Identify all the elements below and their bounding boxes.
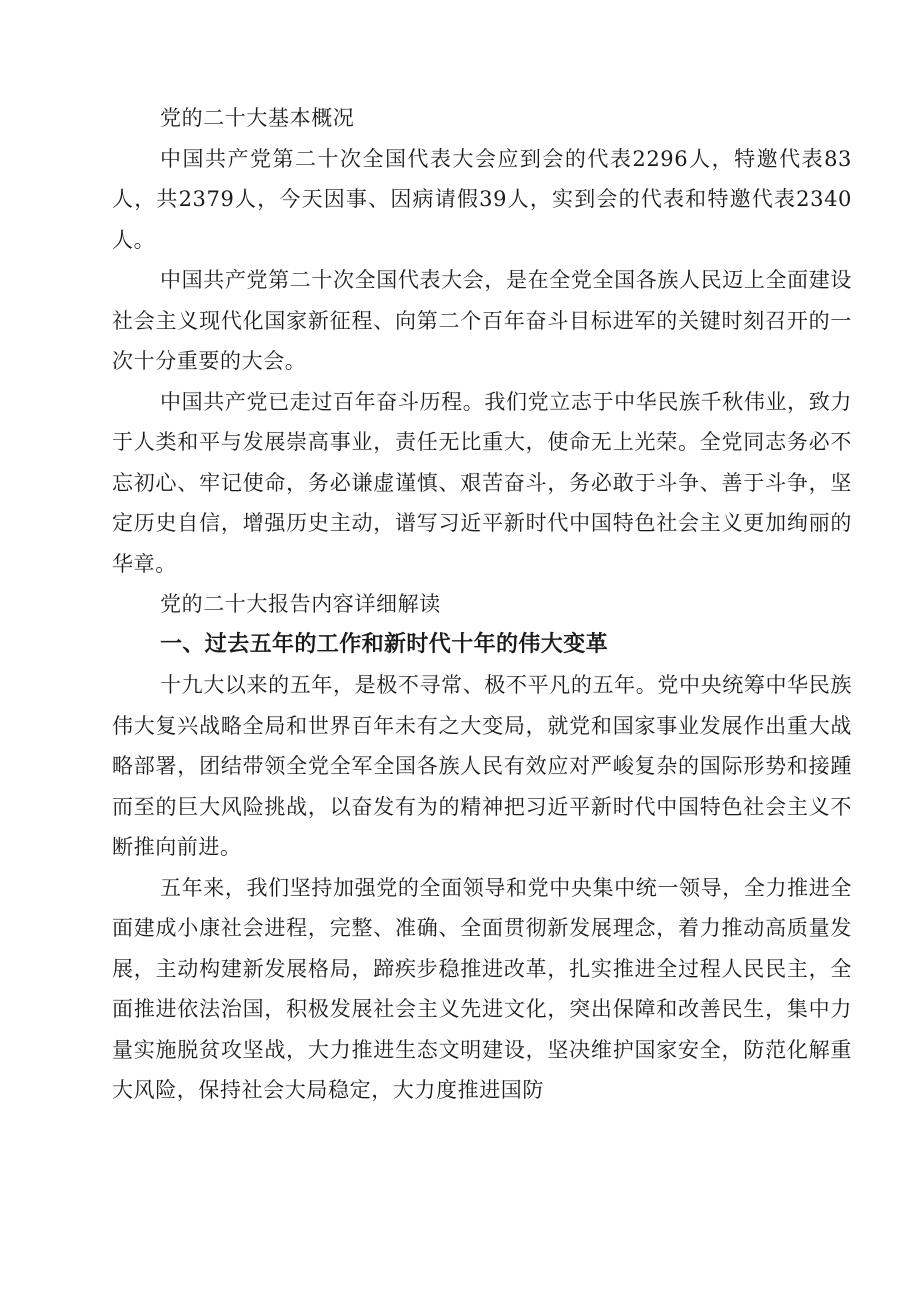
section-heading: 一、过去五年的工作和新时代十年的伟大变革 <box>160 631 609 657</box>
paragraph-achievements: 五年来，我们坚持加强党的全面领导和党中央集中统一领导，全力推进全面建成小康社会进程，完整、准确、全面贯彻新发展理念，着力推动高质量发展，主动构建新发展格局，蹄疾步稳推进改革，扎实推进全过程人民民主，全面推进依法治国，积极发展社会主义先进文化，突出保障和改善民生，集中力量实施脱贫攻坚战，大力推进生态文明建设，坚决维护国家安全，防范化解重大风险，保持社会大局稳定，大力度推进国防 <box>112 875 852 1102</box>
document-title: 党的二十大基本概况 <box>160 106 355 130</box>
paragraph-congress-significance: 中国共产党第二十次全国代表大会，是在全党全国各族人民迈上全面建设社会主义现代化国家新征程、向第二个百年奋斗目标进军的关键时刻召开的一次十分重要的大会。 <box>112 268 852 373</box>
paragraph-party-history: 中国共产党已走过百年奋斗历程。我们党立志于中华民族千秋伟业，致力于人类和平与发展崇高事业，责任无比重大，使命无上光荣。全党同志务必不忘初心、牢记使命，务必谦虚谨慎、艰苦奋斗，务必敢于斗争、善于斗争，坚定历史自信，增强历史主动，谱写习近平新时代中国特色社会主义更加绚丽的华章。 <box>112 389 852 576</box>
paragraph-delegates: 中国共产党第二十次全国代表大会应到会的代表2296人，特邀代表83人，共2379人，今天因事、因病请假39人，实到会的代表和特邀代表2340人。 <box>112 146 852 252</box>
paragraph-five-years: 十九大以来的五年，是极不寻常、极不平凡的五年。党中央统筹中华民族伟大复兴战略全局和世界百年未有之大变局，就党和国家事业发展作出重大战略部署，团结带领全党全军全国各族人民有效应对严峻复杂的国际形势和接踵而至的巨大风险挑战，以奋发有为的精神把习近平新时代中国特色社会主义不断推向前进。 <box>112 673 852 859</box>
report-subtitle: 党的二十大报告内容详细解读 <box>160 592 441 616</box>
document-page <box>112 98 852 1111</box>
